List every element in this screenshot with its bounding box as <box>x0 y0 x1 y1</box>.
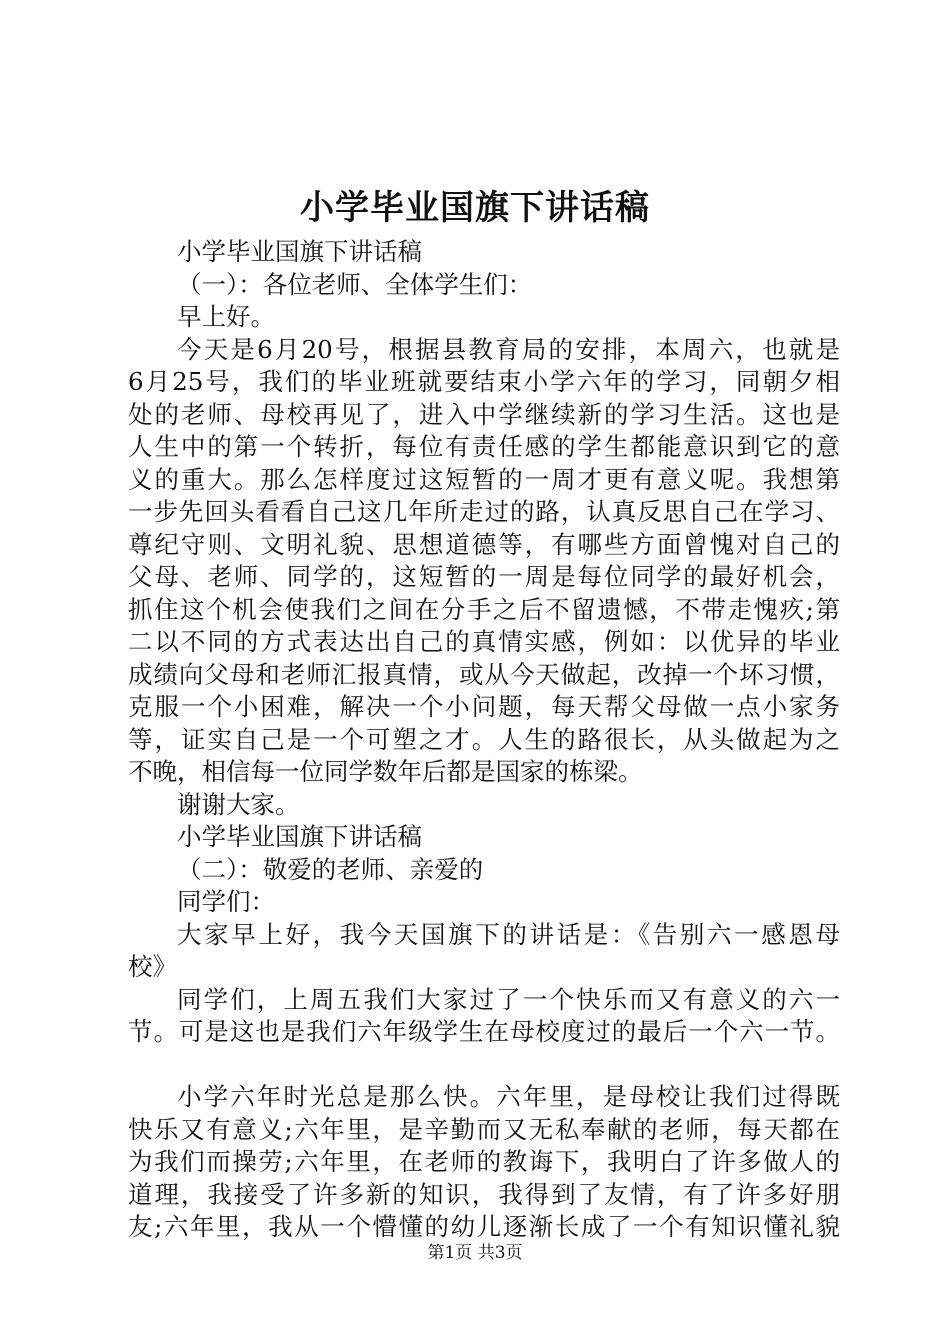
body-line: 成绩向父母和老师汇报真情，或从今天做起，改掉一个坏习惯， <box>128 659 840 689</box>
document-body <box>128 236 840 1244</box>
body-line: 为我们而操劳;六年里，在老师的教诲下，我明白了许多做人的 <box>128 1147 840 1176</box>
body-line: 人生中的第一个转折，每位有责任感的学生都能意识到它的意 <box>128 432 840 461</box>
body-line: 二以不同的方式表达出自己的真情实感，例如：以优异的毕业 <box>128 627 840 656</box>
document-title: 小学毕业国旗下讲话稿 <box>300 188 650 228</box>
section-label-2: （二）：敬爱的老师、亲爱的 <box>177 854 484 884</box>
body-line: 节。可是这也是我们六年级学生在母校度过的最后一个六一节。 <box>128 1017 840 1046</box>
body-line: 父母、老师、同学的，这短暂的一周是每位同学的最好机会， <box>128 562 840 591</box>
body-line: 处的老师、母校再见了，进入中学继续新的学习生活。这也是 <box>128 399 840 429</box>
section-label-1: （一）：各位老师、全体学生们： <box>177 269 533 299</box>
body-line: 快乐又有意义;六年里，是辛勤而又无私奉献的老师，每天都在 <box>128 1114 840 1144</box>
body-line: 等，证实自己是一个可塑之才。人生的路很长，从头做起为之 <box>128 724 840 754</box>
body-line: 今天是6月20号，根据县教育局的安排，本周六，也就是 <box>177 334 840 364</box>
blank-line <box>128 1049 840 1082</box>
page-footer: 第1页 共3页 <box>427 1243 523 1263</box>
body-line: 友;六年里，我从一个懵懂的幼儿逐渐长成了一个有知识懂礼貌 <box>128 1212 840 1241</box>
thanks-line: 谢谢大家。 <box>177 789 300 819</box>
body-line: 义的重大。那么怎样度过这短暂的一周才更有意义呢。我想第 <box>128 464 840 494</box>
body-line: 校》 <box>128 952 177 981</box>
body-line: 尊纪守则、文明礼貌、思想道德等，有哪些方面曾愧对自己的 <box>128 529 840 559</box>
salutation-line: 同学们： <box>177 887 275 916</box>
body-line: 同学们，上周五我们大家过了一个快乐而又有意义的六一 <box>177 984 840 1014</box>
body-line: 抓住这个机会使我们之间在分手之后不留遗憾，不带走愧疚;第 <box>128 594 840 624</box>
body-line: 道理，我接受了许多新的知识，我得到了友情，有了许多好朋 <box>128 1179 840 1209</box>
paragraph-heading-2: 小学毕业国旗下讲话稿 <box>177 822 422 851</box>
body-line: 克服一个小困难，解决一个小问题，每天帮父母做一点小家务 <box>128 692 840 721</box>
body-line: 大家早上好，我今天国旗下的讲话是：《告别六一感恩母 <box>177 919 840 949</box>
paragraph-heading-1: 小学毕业国旗下讲话稿 <box>177 237 422 266</box>
greeting-line: 早上好。 <box>177 302 275 331</box>
body-line: 一步先回头看看自己这几年所走过的路，认真反思自己在学习、 <box>128 497 840 526</box>
body-line: 不晚，相信每一位同学数年后都是国家的栋梁。 <box>128 757 643 786</box>
body-line: 6月25号，我们的毕业班就要结束小学六年的学习，同朝夕相 <box>128 367 840 396</box>
body-line: 小学六年时光总是那么快。六年里，是母校让我们过得既 <box>177 1082 840 1111</box>
